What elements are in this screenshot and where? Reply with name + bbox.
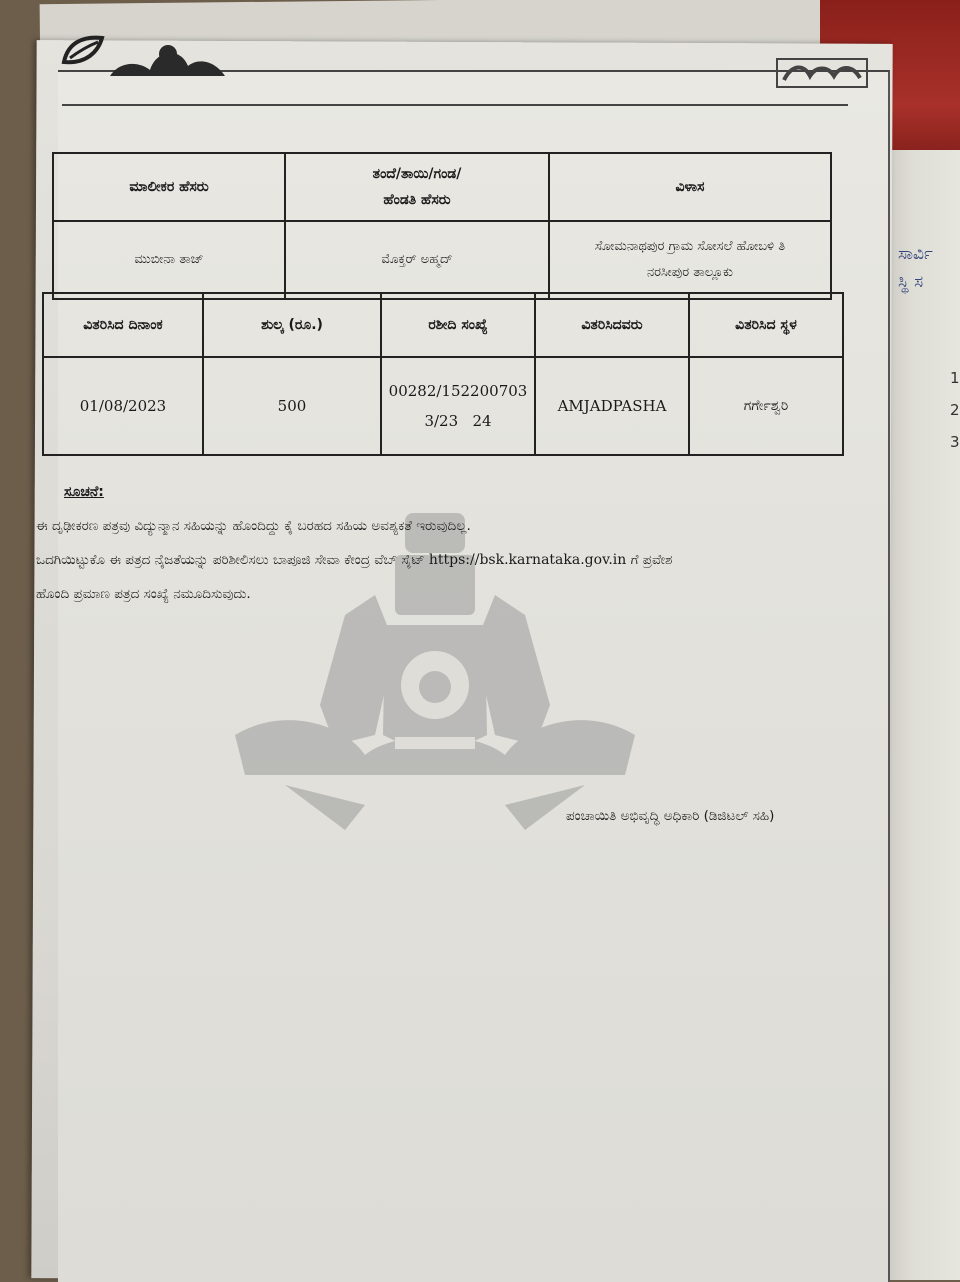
- signature-line: ಪಂಚಾಯಿತಿ ಅಭಿವೃದ್ಧಿ ಅಧಿಕಾರಿ (ಡಿಜಿಟಲ್ ಸಹಿ): [566, 808, 775, 824]
- issue-details-table: [42, 292, 844, 456]
- value-owner-name: ಮುಬೀನಾ ತಾಜ್: [53, 221, 285, 299]
- bsk-logo-icon: [776, 58, 868, 88]
- header-issue-place: ವಿತರಿಸಿದ ಸ್ಥಳ: [689, 293, 843, 357]
- value-relation-name: ಮೊಕ್ತರ್ ಅಹ್ಮದ್: [285, 221, 549, 299]
- value-receipt-line1: 00282/152200703: [388, 382, 528, 400]
- notes-line-3: ಹೊಂದಿ ಪ್ರಮಾಣ ಪತ್ರದ ಸಂಖ್ಯೆ ನಮೂದಿಸುವುದು.: [36, 586, 251, 602]
- header-address: ವಿಳಾಸ: [549, 153, 831, 221]
- frame-top-line: [62, 104, 848, 106]
- value-address-line1: ಸೋಮನಾಥಪುರ ಗ್ರಾಮ ಸೋಸಲೆ ಹೋಬಳಿ ತಿ: [594, 239, 786, 254]
- side-numbers: [950, 362, 960, 458]
- value-issue-place: ಗರ್ಗೇಶ್ವರಿ: [689, 357, 843, 455]
- notes-line-2: [36, 552, 856, 568]
- side-handwriting: [898, 240, 960, 296]
- header-owner-name: ಮಾಲೀಕರ ಹೆಸರು: [53, 153, 285, 221]
- value-issue-date: 01/08/2023: [43, 357, 203, 455]
- header-issue-date: ವಿತರಿಸಿದ ದಿನಾಂಕ: [43, 293, 203, 357]
- notes-line-1: ಈ ದೃಢೀಕರಣ ಪತ್ರವು ವಿದ್ಯುನ್ಮಾನ ಸಹಿಯನ್ನು ಹೊಂದಿದ್ದು ಕೈ ಬರಹದ ಸಹಿಯ ಅವಶ್ಯಕತೆ ಇರುವುದಿಲ್ಲ.: [36, 518, 471, 534]
- value-address-line2: ನರಸೀಪುರ ತಾಲ್ಲೂಕು: [646, 265, 734, 280]
- notes-line-2-suffix: ಗೆ ಪ್ರವೇಶ: [630, 552, 673, 568]
- verification-url: https://bsk.karnataka.gov.in: [428, 552, 627, 568]
- notes-line-2-prefix: ಒದಗಿಯಿಟ್ಟುಕೊ ಈ ಪತ್ರದ ನೈಜತೆಯನ್ನು ಪರಿಶೀಲಿಸಲು ಬಾಪೂಜಿ ಸೇವಾ ಕೇಂದ್ರ ವೆಬ್ ಸೈಟ್: [36, 552, 425, 568]
- header-relation-name: [285, 153, 549, 221]
- value-receipt-line2: 3/23 24: [424, 412, 492, 430]
- emblem-crest-icon: [110, 40, 225, 78]
- table-row: [43, 357, 843, 455]
- value-address: [549, 221, 831, 299]
- owner-details-table: [52, 152, 832, 300]
- value-fee: 500: [203, 357, 381, 455]
- header-relation-line2: ಹೆಂಡತಿ ಹೆಸರು: [383, 192, 451, 208]
- side-number-2: 2: [950, 401, 960, 419]
- value-receipt-no: [381, 357, 535, 455]
- side-number-3: 3: [950, 433, 960, 451]
- table-row: [53, 153, 831, 221]
- header-receipt-no: ರಶೀದಿ ಸಂಖ್ಯೆ: [381, 293, 535, 357]
- side-scrawl-line1: ಸಾರ್ವಿ: [898, 244, 933, 264]
- notes-section: [36, 484, 856, 602]
- header-issued-by: ವಿತರಿಸಿದವರು: [535, 293, 689, 357]
- header-relation-line1: ತಂದೆ/ತಾಯಿ/ಗಂಡ/: [372, 166, 462, 182]
- leaf-logo-icon: [60, 32, 108, 70]
- side-scrawl-line2: ಸ್ಥಿ ಸ: [898, 272, 924, 292]
- table-row: [43, 293, 843, 357]
- table-row: [53, 221, 831, 299]
- header-fee: ಶುಲ್ಕ (ರೂ.): [203, 293, 381, 357]
- side-page: [880, 150, 960, 1280]
- side-number-1: 1: [950, 369, 960, 387]
- value-issued-by: AMJADPASHA: [535, 357, 689, 455]
- notes-title: ಸೂಚನೆ:: [64, 484, 104, 500]
